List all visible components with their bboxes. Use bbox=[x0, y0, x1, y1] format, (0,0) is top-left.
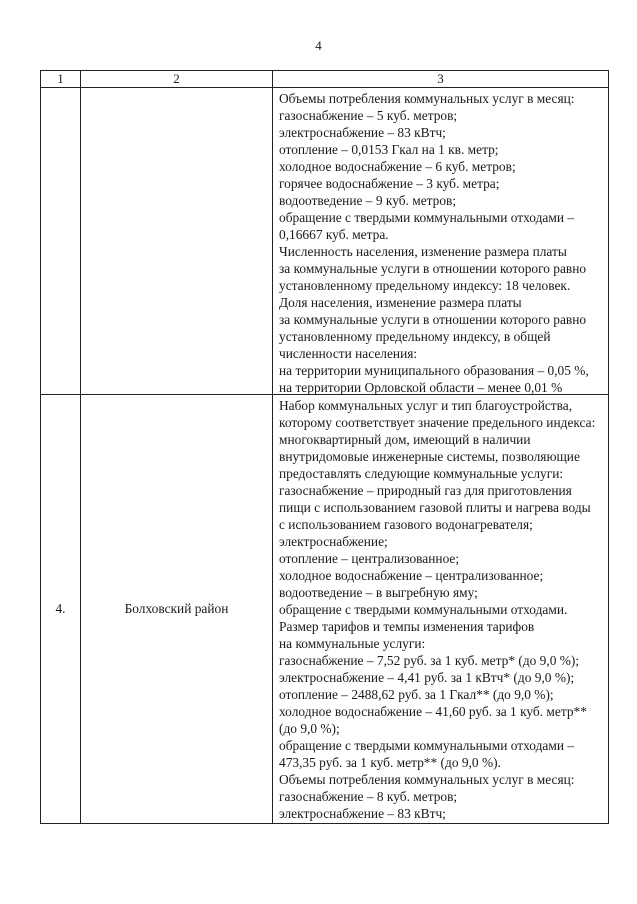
details-line: численности населения: bbox=[279, 346, 418, 361]
details-line: Объемы потребления коммунальных услуг в месяц: bbox=[279, 772, 575, 787]
details-line: электроснабжение; bbox=[279, 534, 388, 549]
details-line: горячее водоснабжение – 3 куб. метра; bbox=[279, 176, 500, 191]
row-details-cell bbox=[273, 88, 609, 395]
details-line: обращение с твердыми коммунальными отходами – bbox=[279, 738, 575, 753]
details-line: на территории Орловской области – менее 0,01 % bbox=[279, 380, 563, 395]
details-line: (до 9,0 %); bbox=[279, 721, 340, 736]
details-line: водоотведение – 9 куб. метров; bbox=[279, 193, 457, 208]
details-line: которому соответствует значение предельного индекса: bbox=[279, 415, 596, 430]
details-line: внутридомовые инженерные системы, позволяющие bbox=[279, 449, 580, 464]
details-line: многоквартирный дом, имеющий в наличии bbox=[279, 432, 531, 447]
row-details-cell bbox=[273, 395, 609, 824]
details-line: Численность населения, изменение размера платы bbox=[279, 244, 567, 259]
details-line: 0,16667 куб. метра. bbox=[279, 227, 389, 242]
document-table bbox=[40, 70, 609, 824]
details-line: обращение с твердыми коммунальными отходами – bbox=[279, 210, 575, 225]
row-number-cell: 4. bbox=[41, 395, 81, 824]
details-line: Размер тарифов и темпы изменения тарифов bbox=[279, 619, 535, 634]
details-line: газоснабжение – 5 куб. метров; bbox=[279, 108, 458, 123]
details-line: пищи с использованием газовой плиты и нагрева воды bbox=[279, 500, 591, 515]
details-line: Набор коммунальных услуг и тип благоустройства, bbox=[279, 398, 573, 413]
row-name-cell bbox=[81, 88, 273, 395]
table-row-continuation bbox=[41, 88, 609, 395]
details-line: холодное водоснабжение – централизованное; bbox=[279, 568, 544, 583]
details-line: на территории муниципального образования – 0,05 %, bbox=[279, 363, 589, 378]
details-line: отопление – 0,0153 Гкал на 1 кв. метр; bbox=[279, 142, 499, 157]
details-line: установленному предельному индексу: 18 человек. bbox=[279, 278, 571, 293]
details-line: с использованием газового водонагревателя; bbox=[279, 517, 533, 532]
details-line: предоставлять следующие коммунальные услуги: bbox=[279, 466, 564, 481]
header-col-2: 2 bbox=[81, 71, 273, 88]
page-number: 4 bbox=[315, 38, 322, 53]
details-line: электроснабжение – 83 кВтч; bbox=[279, 125, 446, 140]
details-line: 473,35 руб. за 1 куб. метр** (до 9,0 %). bbox=[279, 755, 501, 770]
details-text bbox=[273, 88, 608, 394]
details-line: Объемы потребления коммунальных услуг в месяц: bbox=[279, 91, 575, 106]
details-line: установленному предельному индексу, в общей bbox=[279, 329, 551, 344]
details-line: за коммунальные услуги в отношении которого равно bbox=[279, 261, 587, 276]
details-line: за коммунальные услуги в отношении которого равно bbox=[279, 312, 587, 327]
details-text bbox=[273, 395, 608, 823]
details-line: газоснабжение – 7,52 руб. за 1 куб. метр* (до 9,0 %); bbox=[279, 653, 580, 668]
row-name-cell bbox=[81, 395, 273, 824]
table-header-row bbox=[41, 71, 609, 88]
details-line: электроснабжение – 4,41 руб. за 1 кВтч* (до 9,0 %); bbox=[279, 670, 575, 685]
details-line: холодное водоснабжение – 6 куб. метров; bbox=[279, 159, 516, 174]
details-line: холодное водоснабжение – 41,60 руб. за 1 куб. метр** bbox=[279, 704, 587, 719]
details-line: отопление – 2488,62 руб. за 1 Гкал** (до 9,0 %); bbox=[279, 687, 554, 702]
details-line: газоснабжение – природный газ для приготовления bbox=[279, 483, 572, 498]
details-line: электроснабжение – 83 кВтч; bbox=[279, 806, 446, 821]
header-col-1: 1 bbox=[41, 71, 81, 88]
details-line: на коммунальные услуги: bbox=[279, 636, 426, 651]
details-line: обращение с твердыми коммунальными отходами. bbox=[279, 602, 568, 617]
details-line: газоснабжение – 8 куб. метров; bbox=[279, 789, 458, 804]
district-name: Болховский район bbox=[124, 601, 229, 616]
row-number-cell bbox=[41, 88, 81, 395]
details-line: Доля населения, изменение размера платы bbox=[279, 295, 522, 310]
header-col-3: 3 bbox=[273, 71, 609, 88]
details-line: водоотведение – в выгребную яму; bbox=[279, 585, 478, 600]
table-row-bolkhov bbox=[41, 395, 609, 824]
details-line: отопление – централизованное; bbox=[279, 551, 460, 566]
